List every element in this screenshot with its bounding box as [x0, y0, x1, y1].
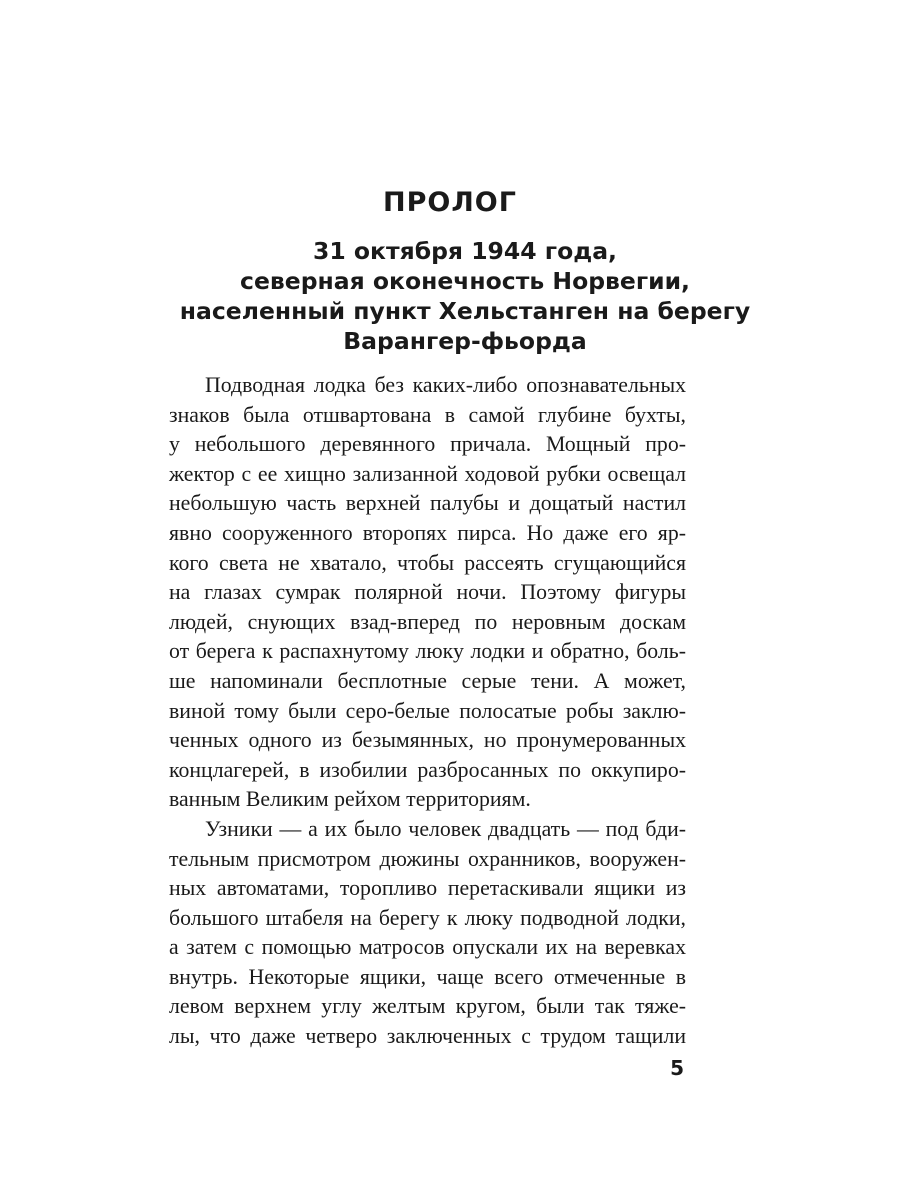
body-line: людей, снующих взад-вперед по неровным доскам — [169, 609, 686, 634]
body-line: знаков была отшвартована в самой глубине бухты, — [169, 402, 686, 427]
body-line: небольшую часть верхней палубы и дощатый настил — [169, 491, 686, 516]
body-line: виной тому были серо-белые полосатые робы заклю- — [169, 698, 686, 723]
body-line: ченных одного из безымянных, но пронумерованных — [169, 728, 686, 753]
chapter-subtitle — [150, 236, 780, 356]
body-line: ных автоматами, торопливо перетаскивали ящики из — [169, 876, 686, 901]
body-text — [169, 371, 686, 1052]
body-line: Узники — а их было человек двадцать — под бди- — [205, 816, 686, 841]
body-line: большого штабеля на берегу к люку подводной лодки, — [169, 905, 686, 930]
body-line: тельным присмотром дюжины охранников, вооружен- — [169, 846, 686, 871]
body-line: внутрь. Некоторые ящики, чаще всего отмеченные в — [169, 964, 686, 989]
body-line: у небольшого деревянного причала. Мощный про- — [169, 432, 686, 457]
body-line: Подводная лодка без каких-либо опознавательных — [205, 373, 686, 397]
body-line: кого света не хватало, чтобы рассеять сгущающийся — [169, 550, 686, 575]
subtitle-line: северная оконечность Норвегии, — [240, 267, 690, 295]
chapter-title: ПРОЛОГ — [383, 187, 517, 218]
body-line: ше напоминали бесплотные серые тени. А может, — [169, 668, 686, 693]
body-line: левом верхнем углу желтым кругом, были так тяже- — [169, 994, 686, 1019]
body-line: на глазах сумрак полярной ночи. Поэтому фигуры — [169, 580, 686, 605]
body-line: жектор с ее хищно зализанной ходовой рубки освещал — [169, 461, 686, 486]
body-line: ванным Великим рейхом территориям. — [169, 787, 531, 812]
body-line: концлагерей, в изобилии разбросанных по оккупиро- — [169, 757, 686, 782]
body-line: лы, что даже четверо заключенных с трудом тащили — [169, 1024, 686, 1049]
page-number: 5 — [670, 1056, 684, 1080]
body-line: а затем с помощью матросов опускали их на веревках — [169, 935, 686, 960]
subtitle-line: 31 октября 1944 года, — [313, 237, 617, 265]
subtitle-line: населенный пункт Хельстанген на берегу — [179, 297, 751, 325]
subtitle-line: Варангер-фьорда — [343, 327, 587, 355]
body-line: от берега к распахнутому люку лодки и обратно, боль- — [169, 639, 686, 664]
body-line: явно сооруженного второпях пирса. Но даже его яр- — [169, 520, 686, 545]
